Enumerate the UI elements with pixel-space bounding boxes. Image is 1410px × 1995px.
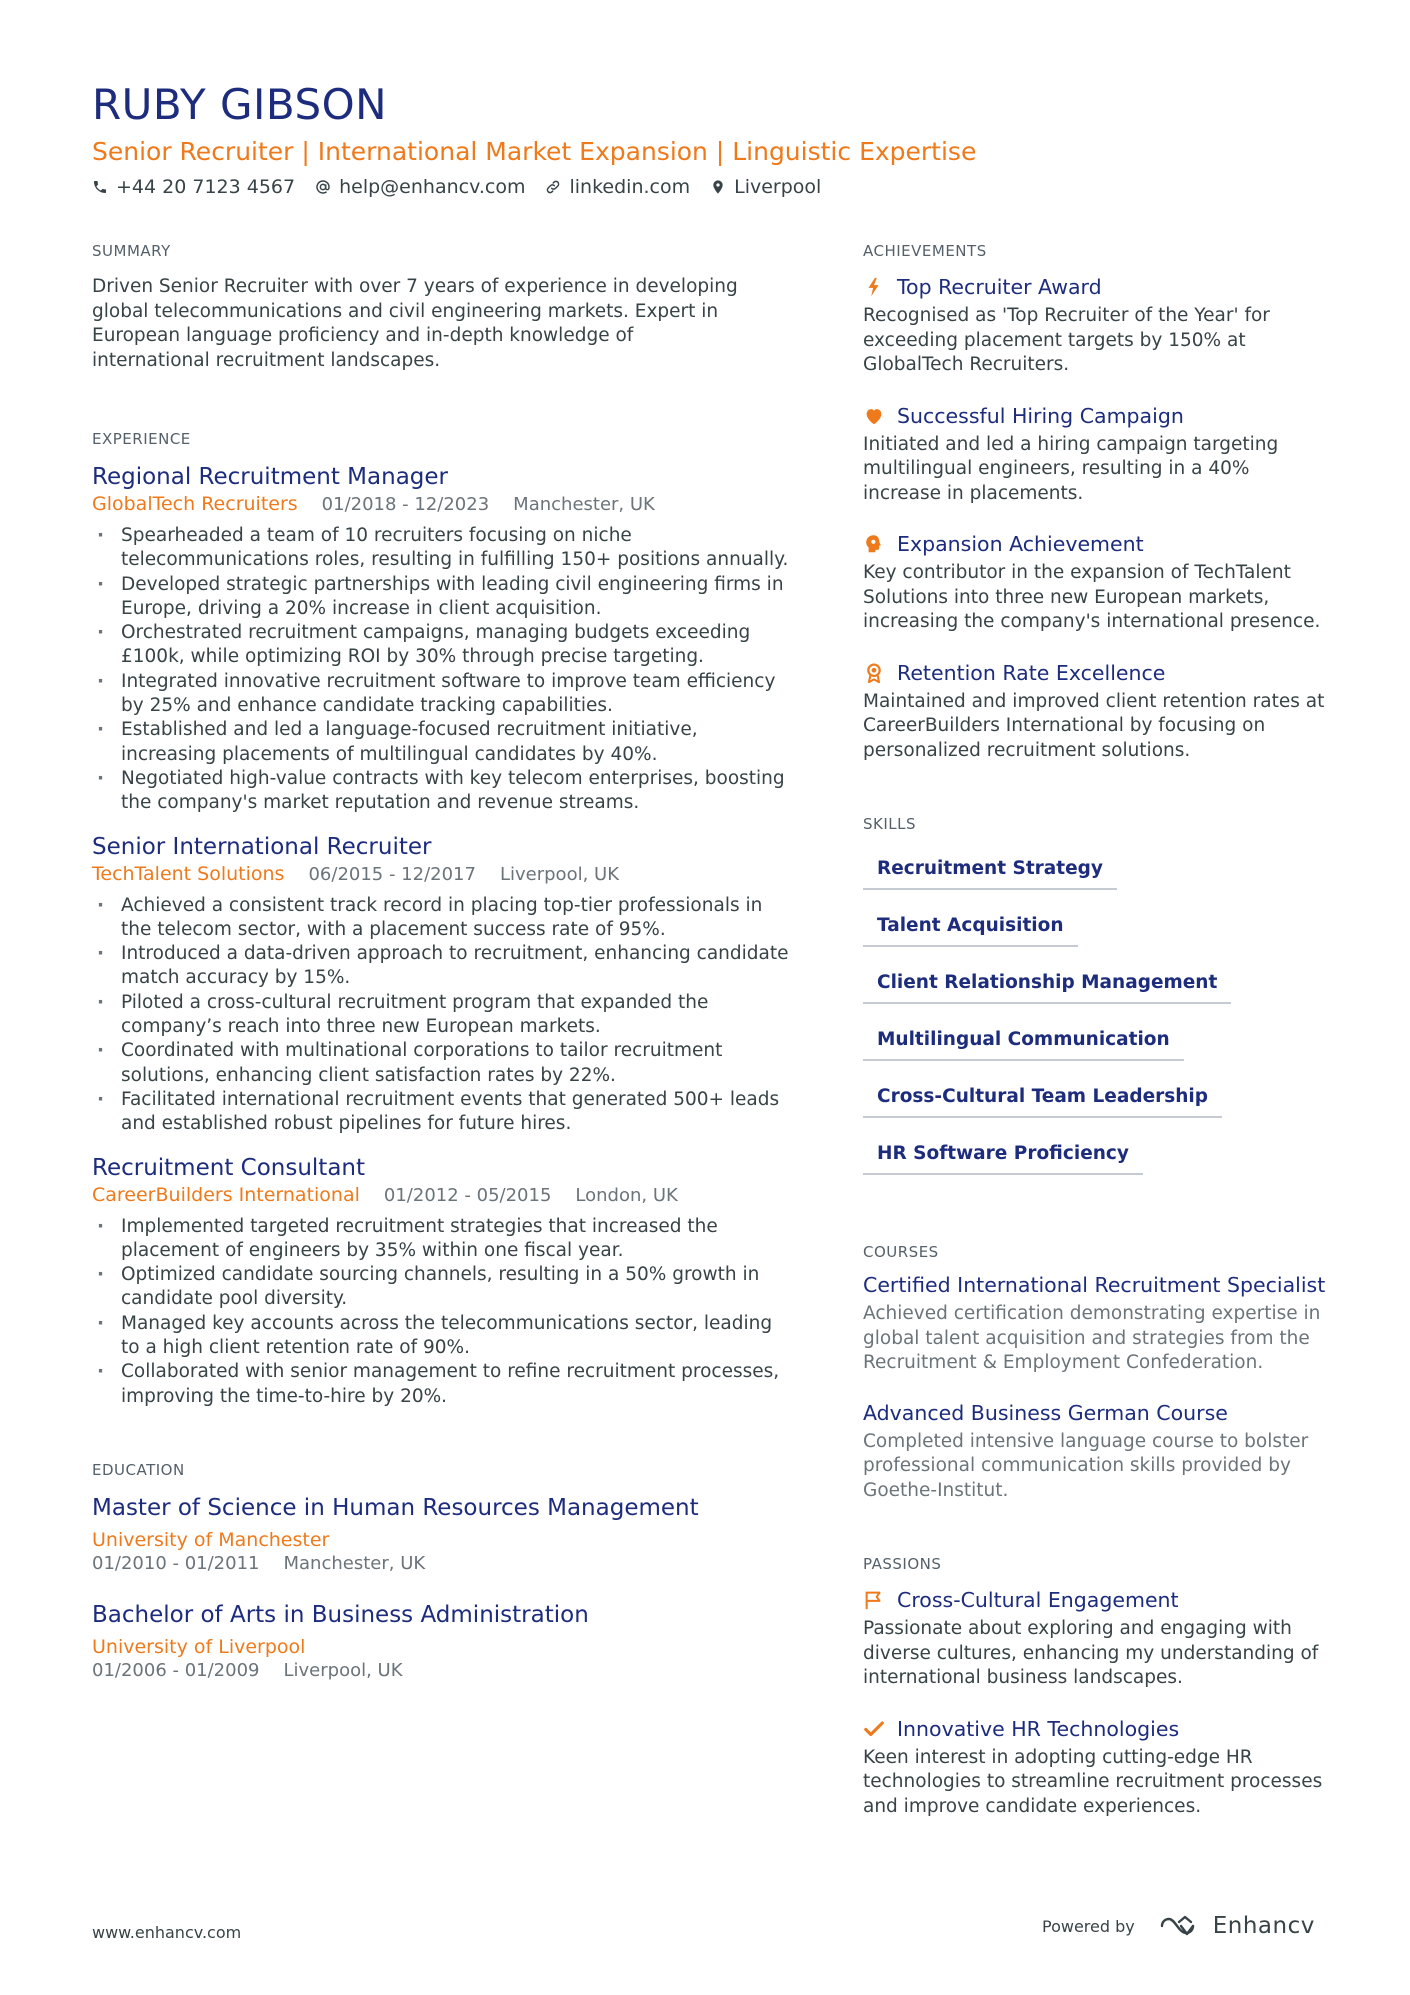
job-bullet: · Developed strategic partnerships with leading civil engineering firms in Europe, driving a 20% increase in client acquisition. (92, 573, 792, 622)
skill-tag: Client Relationship Management (863, 967, 1231, 1004)
achievement-title: Expansion Achievement (897, 532, 1144, 556)
job-meta (92, 862, 792, 887)
job-company: GlobalTech Recruiters (92, 493, 298, 515)
job-meta (92, 492, 792, 517)
education-degree: Master of Science in Human Resources Management (92, 1494, 699, 1521)
achievement-header (863, 659, 1333, 687)
summary-section (92, 242, 792, 373)
headline: Senior Recruiter | International Market Expansion | Linguistic Expertise (92, 137, 977, 166)
passion-header (863, 1715, 1333, 1743)
achievement-text: Recognised as 'Top Recruiter of the Year' for exceeding placement targets by 150% at GlobalTech Recruiters. (863, 305, 1270, 375)
contact-phone[interactable] (92, 176, 295, 198)
achievement-title: Top Recruiter Award (897, 275, 1102, 299)
candidate-name: RUBY GIBSON (92, 80, 388, 129)
courses-section (863, 1243, 1333, 1503)
powered-by-label: Powered by (1042, 1916, 1135, 1936)
passion-title: Innovative HR Technologies (897, 1716, 1180, 1741)
education-meta (92, 1552, 792, 1576)
passion-item (863, 1586, 1333, 1691)
course-title: Advanced Business German Course (863, 1400, 1228, 1425)
job-bullets (92, 1215, 792, 1409)
job-bullet: · Collaborated with senior management to refine recruitment processes, improving the time-to-hire by 20%. (92, 1360, 792, 1409)
job-location: London, UK (575, 1184, 678, 1206)
linkedin-text: linkedin.com (569, 176, 691, 198)
head-idea-icon (863, 533, 885, 555)
brand-name: Enhancv (1212, 1913, 1315, 1939)
course-title: Certified International Recruitment Specialist (863, 1273, 1326, 1297)
contact-bar (92, 176, 821, 198)
education-dates: 01/2010 - 01/2011 (92, 1552, 260, 1574)
heart-icon (863, 405, 885, 427)
enhancv-logo[interactable] (1159, 1913, 1315, 1939)
job-bullet: · Introduced a data-driven approach to recruitment, enhancing candidate match accuracy by 15%. (92, 942, 792, 991)
job-bullet: · Negotiated high-value contracts with key telecom enterprises, boosting the company's market reputation and revenue streams. (92, 767, 792, 816)
summary-heading: SUMMARY (92, 242, 171, 260)
course-text: Completed intensive language course to bolster professional communication skills provided by Goethe-Institut. (863, 1430, 1309, 1501)
achievement-item (863, 402, 1333, 507)
job-bullet: · Integrated innovative recruitment software to improve team efficiency by 25% and enhance candidate tracking capabilities. (92, 670, 792, 719)
achievement-text: Maintained and improved client retention rates at CareerBuilders International by focusing on personalized recruitment solutions. (863, 690, 1325, 761)
job-bullet: · Optimized candidate sourcing channels, resulting in a 50% growth in candidate pool diversity. (92, 1263, 792, 1312)
course-text: Achieved certification demonstrating expertise in global talent acquisition and strategies from the Recruitment & Employment Confederation. (863, 1303, 1321, 1373)
job-bullet: · Orchestrated recruitment campaigns, managing budgets exceeding £100k, while optimizing ROI by 30% through precise targeting. (92, 621, 792, 670)
job-company: CareerBuilders International (92, 1183, 360, 1206)
education-school: University of Liverpool (92, 1635, 306, 1658)
passions-heading: PASSIONS (863, 1555, 942, 1573)
job-bullet: · Managed key accounts across the telecommunications sector, leading to a high client retention rate of 90%. (92, 1312, 792, 1361)
achievement-item (863, 273, 1333, 378)
job-location: Manchester, UK (513, 494, 655, 515)
job-bullet: · Implemented targeted recruitment strategies that increased the placement of engineers by 35% within one fiscal year. (92, 1215, 792, 1264)
job-bullet: · Established and led a language-focused recruitment initiative, increasing placements of multilingual candidates by 40%. (92, 718, 792, 767)
location-pin-icon (710, 179, 726, 195)
right-column (863, 242, 1333, 1819)
contact-email[interactable] (315, 176, 525, 198)
skills-heading: SKILLS (863, 815, 917, 833)
job-meta (92, 1183, 792, 1208)
experience-heading: EXPERIENCE (92, 430, 191, 448)
job-bullet: · Spearheaded a team of 10 recruiters focusing on niche telecommunications roles, resulting in fulfilling 150+ positions annually. (92, 524, 792, 573)
footer-website[interactable]: www.enhancv.com (92, 1923, 242, 1942)
footer-powered (1042, 1913, 1315, 1939)
flag-icon (863, 1589, 885, 1611)
education-entry (92, 1600, 792, 1683)
skill-tag: Multilingual Communication (863, 1024, 1184, 1061)
job-location: Liverpool, UK (499, 863, 619, 885)
courses-heading: COURSES (863, 1243, 939, 1261)
education-meta (92, 1659, 792, 1683)
achievements-section (863, 242, 1333, 763)
enhancv-logo-icon (1159, 1914, 1205, 1938)
job-entry (92, 462, 792, 816)
education-dates: 01/2006 - 01/2009 (92, 1659, 260, 1681)
education-school: University of Manchester (92, 1528, 330, 1551)
achievement-text: Initiated and led a hiring campaign targeting multilingual engineers, resulting in a 40% increase in placements. (863, 433, 1279, 504)
skill-tag: HR Software Proficiency (863, 1138, 1143, 1175)
achievement-header (863, 530, 1333, 558)
job-dates: 01/2018 - 12/2023 (321, 494, 490, 515)
skill-tag: Talent Acquisition (863, 910, 1078, 947)
education-location: Manchester, UK (283, 1552, 426, 1574)
job-title: Senior International Recruiter (92, 833, 432, 860)
education-section (92, 1461, 792, 1683)
left-column (92, 242, 792, 1683)
passions-section (863, 1555, 1333, 1819)
course-item (863, 1400, 1333, 1504)
contact-location (710, 176, 821, 198)
job-bullet: · Facilitated international recruitment events that generated 500+ leads and established robust pipelines for future hires. (92, 1088, 792, 1137)
job-dates: 01/2012 - 05/2015 (383, 1184, 552, 1206)
passion-text: Keen interest in adopting cutting-edge HR technologies to streamline recruitment processes and improve candidate experiences. (863, 1746, 1323, 1817)
passion-item (863, 1715, 1333, 1820)
job-bullet: · Coordinated with multinational corporations to tailor recruitment solutions, enhancing client satisfaction rates by 22%. (92, 1039, 792, 1088)
bolt-icon (863, 276, 885, 298)
job-bullets (92, 894, 792, 1137)
achievement-header (863, 273, 1333, 301)
contact-linkedin[interactable] (545, 176, 690, 198)
job-bullet: · Piloted a cross-cultural recruitment program that expanded the company’s reach into three new European markets. (92, 991, 792, 1040)
education-degree: Bachelor of Arts in Business Administration (92, 1601, 589, 1628)
medal-icon (863, 662, 885, 684)
education-entry (92, 1493, 792, 1576)
link-icon (545, 179, 561, 195)
email-text: help@enhancv.com (339, 176, 526, 198)
job-entry (92, 832, 792, 1137)
skills-list (863, 853, 1333, 1175)
skill-tag: Cross-Cultural Team Leadership (863, 1081, 1222, 1118)
job-entry (92, 1153, 792, 1409)
achievements-heading: ACHIEVEMENTS (863, 242, 987, 260)
at-icon (315, 179, 331, 195)
check-icon (863, 1718, 885, 1740)
experience-section (92, 430, 792, 1409)
course-item (863, 1272, 1333, 1376)
passion-header (863, 1586, 1333, 1614)
passion-title: Cross-Cultural Engagement (897, 1588, 1179, 1612)
job-dates: 06/2015 - 12/2017 (308, 863, 476, 885)
achievement-item (863, 530, 1333, 635)
skill-tag: Recruitment Strategy (863, 853, 1117, 890)
achievement-header (863, 402, 1333, 430)
passion-text: Passionate about exploring and engaging with diverse cultures, enhancing my understanding of international business landscapes. (863, 1618, 1319, 1688)
achievement-title: Retention Rate Excellence (897, 660, 1166, 685)
job-title: Recruitment Consultant (92, 1154, 366, 1181)
phone-icon (92, 179, 108, 195)
education-location: Liverpool, UK (283, 1659, 403, 1681)
location-text: Liverpool (734, 176, 822, 198)
phone-text: +44 20 7123 4567 (116, 176, 296, 198)
job-company: TechTalent Solutions (92, 862, 285, 885)
achievement-item (863, 659, 1333, 764)
achievement-text: Key contributor in the expansion of TechTalent Solutions into three new European markets, increasing the company's international presence. (863, 562, 1321, 632)
job-bullet: · Achieved a consistent track record in placing top-tier professionals in the telecom sector, with a placement success rate of 95%. (92, 894, 792, 943)
job-title: Regional Recruitment Manager (92, 464, 448, 490)
education-heading: EDUCATION (92, 1460, 185, 1479)
job-bullets (92, 524, 792, 816)
skills-section (863, 815, 1333, 1175)
summary-text: Driven Senior Recruiter with over 7 years of experience in developing global telecommunications and civil engineering markets. Expert in European language proficiency and in-depth knowledge of international recruitment landscapes. (92, 276, 738, 371)
achievement-title: Successful Hiring Campaign (897, 403, 1184, 428)
